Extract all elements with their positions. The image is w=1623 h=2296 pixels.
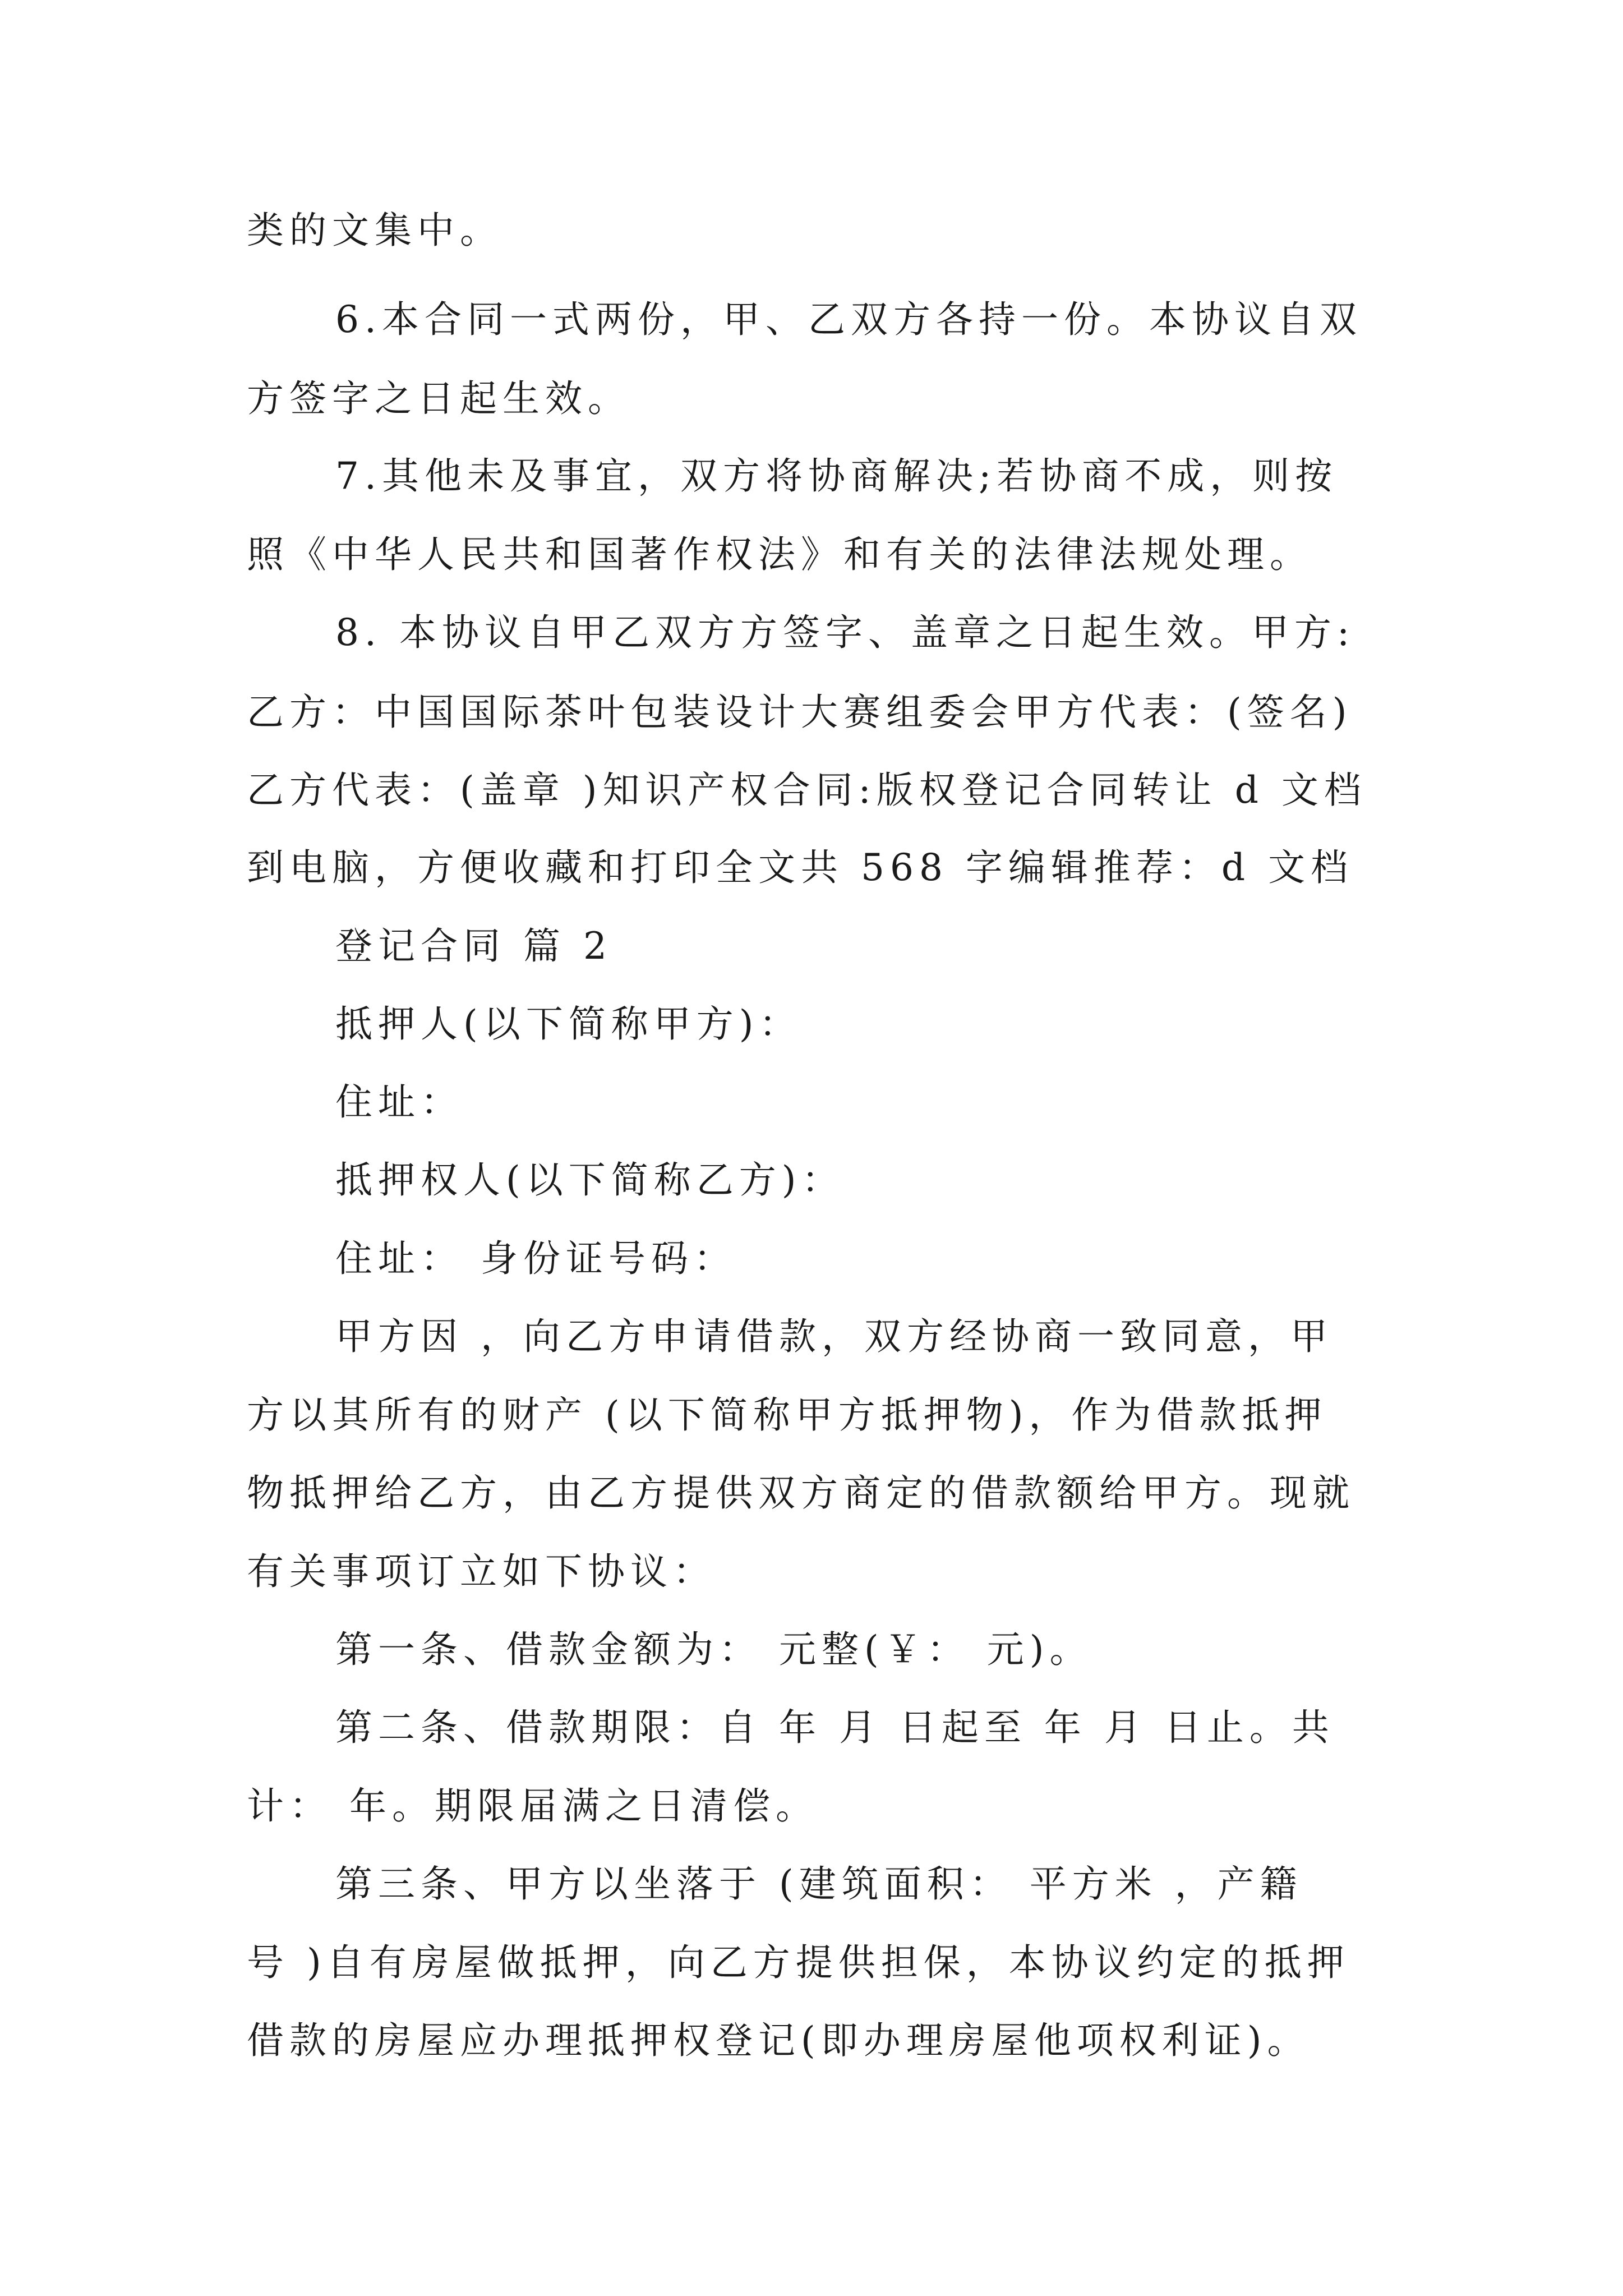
text-line-20: 第二条、借款期限：自 年 月 日起至 年 月 日止。共 xyxy=(335,1706,1335,1749)
text-line-19: 第一条、借款金额为： 元整(￥： 元)。 xyxy=(335,1628,1092,1671)
text-line-8: 乙方代表：(盖章 )知识产权合同:版权登记合同转让 d 文档 xyxy=(247,769,1367,812)
text-line-12: 住址： xyxy=(335,1080,463,1124)
text-line-1: 类的文集中。 xyxy=(247,209,502,252)
text-line-24: 借款的房屋应办理抵押权登记(即办理房屋他项权利证)。 xyxy=(247,2019,1310,2062)
text-line-22: 第三条、甲方以坐落于 (建筑面积： 平方米 ，产籍 xyxy=(335,1862,1303,1906)
text-line-13: 抵押权人(以下简称乙方)： xyxy=(335,1158,845,1202)
text-line-5: 照《中华人民共和国著作权法》和有关的法律法规处理。 xyxy=(247,533,1312,576)
text-line-3: 方签字之日起生效。 xyxy=(247,377,630,420)
section-heading: 登记合同 篇 2 xyxy=(335,924,612,968)
text-line-9: 到电脑，方便收藏和打印全文共 568 字编辑推荐：d 文档 xyxy=(247,846,1354,889)
text-line-6: 8. 本协议自甲乙双方方签字、盖章之日起生效。甲方: xyxy=(335,611,1355,654)
text-line-23: 号 )自有房屋做抵押，向乙方提供担保，本协议约定的抵押 xyxy=(247,1941,1350,1984)
text-line-15: 甲方因 ，向乙方申请借款，双方经协商一致同意，甲 xyxy=(335,1315,1333,1358)
text-line-7: 乙方：中国国际茶叶包装设计大赛组委会甲方代表：(签名) xyxy=(247,691,1353,734)
text-line-21: 计： 年。期限届满之日清偿。 xyxy=(247,1784,818,1828)
text-line-11: 抵押人(以下简称甲方)： xyxy=(335,1002,802,1046)
text-line-16: 方以其所有的财产 (以下简称甲方抵押物)，作为借款抵押 xyxy=(247,1393,1327,1437)
text-line-14: 住址： 身份证号码： xyxy=(335,1237,736,1280)
text-line-4: 7.其他未及事宜，双方将协商解决;若协商不成，则按 xyxy=(335,454,1338,498)
text-line-17: 物抵押给乙方，由乙方提供双方商定的借款额给甲方。现就 xyxy=(247,1471,1355,1515)
text-line-18: 有关事项订立如下协议： xyxy=(247,1550,716,1593)
text-line-2: 6.本合同一式两份，甲、乙双方各持一份。本协议自双 xyxy=(335,298,1362,341)
